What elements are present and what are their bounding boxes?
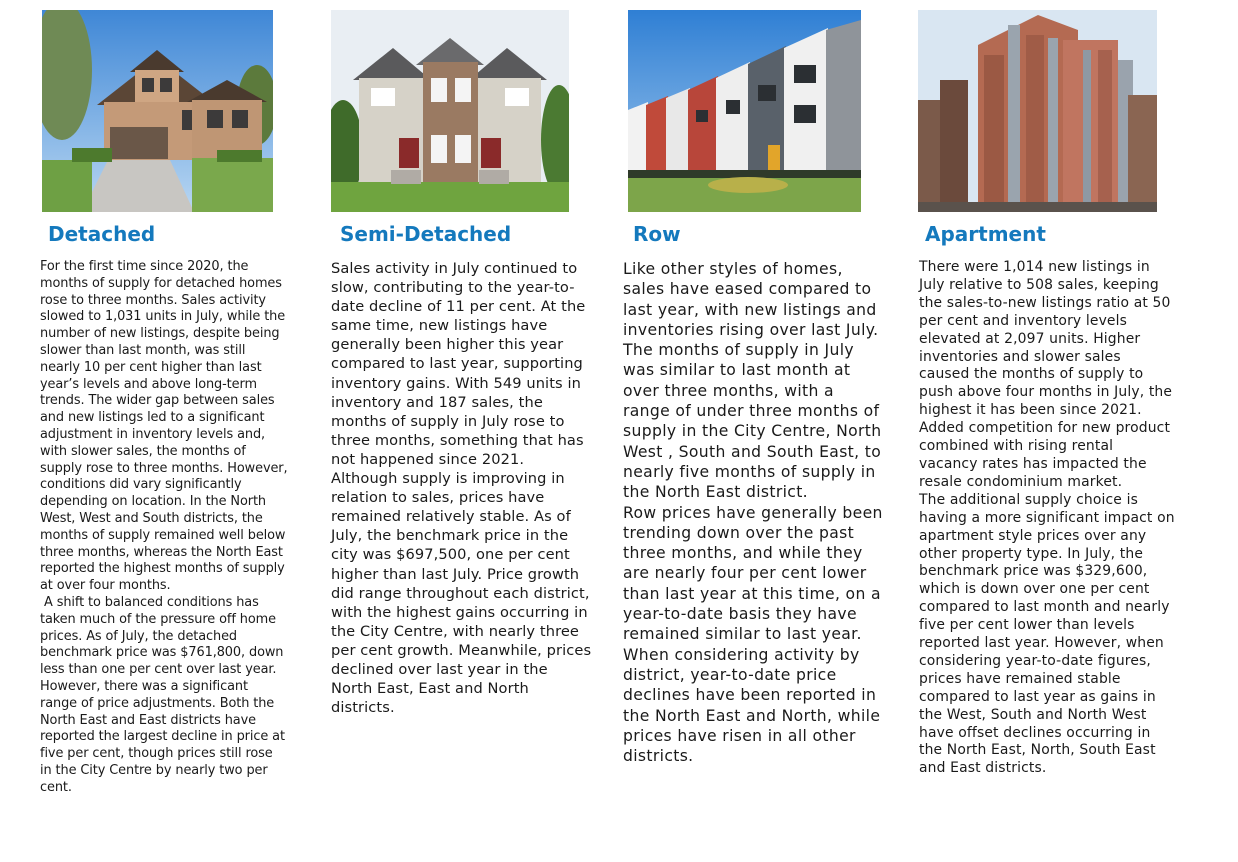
detached-body-text: [40, 259, 288, 797]
detached-paragraph-1: For the first time since 2020, the months of supply for detached homes rose to three months. Sales activity slowed to 1,031 units in July, while the number of new listings, despite being slower than last month, was still nearly 10 per cent higher than last year’s levels and above long-term trends. The wider gap between sales and new listings led to a significant adjustment in inventory levels and, with slower sales, the months of supply rose to three months. However, conditions did vary significantly depending on location. In the North West, West and South districts, the months of supply remained well below three months, whereas the North East reported the highest months of supply at over four months.: [40, 259, 288, 594]
semi-detached-body-text: [331, 259, 593, 717]
row-body-text: [623, 259, 885, 766]
apartment-tower-photo: [918, 10, 1157, 212]
row-paragraph-1: Like other styles of homes, sales have eased compared to last year, with new listings and inventories rising over last July. The months of supply in July was similar to last month at over three months, with a range of under three months of supply in the City Centre, North West , South and South East, to nearly five months of supply in the North East district.: [623, 260, 882, 502]
row-heading: Row: [633, 222, 681, 246]
detached-paragraph-2: A shift to balanced conditions has taken much of the pressure off home prices. As of July, the detached benchmark price was $761,800, down less than one per cent over last year. However, there was a significant range of price adjustments. Both the North East and East districts have reported the largest decline in price at five per cent, though prices still rose in the City Centre by nearly two per cent.: [40, 594, 289, 795]
row-paragraph-2: Row prices have generally been trending down over the past three months, and while they are nearly four per cent lower than last year at this time, on a year-to-date basis they have remained similar to last year. When considering activity by district, year-to-date price declines have been reported in the North East and North, while prices have risen in all other districts.: [623, 503, 883, 766]
apartment-body-text: [919, 259, 1175, 778]
semi-detached-house-photo: [331, 10, 569, 212]
apartment-paragraph-2: The additional supply choice is having a more significant impact on apartment style prices over any other property type. In July, the benchmark price was $329,600, which is down over one per cent compared to last month and nearly five per cent lower than levels reported last year. However, when considering year-to-date figures, prices have remained stable compared to last year as gains in the West, South and North West have offset declines occurring in the North East, North, South East and East districts.: [919, 491, 1175, 777]
detached-heading: Detached: [48, 222, 156, 246]
semi-detached-paragraph-1: Sales activity in July continued to slow, contributing to the year-to-date decline of 11 per cent. At the same time, new listings have generally been higher this year compared to last year, supporting inventory gains. With 549 units in inventory and 187 sales, the months of supply in July rose to three months, something that has not happened since 2021.: [331, 260, 586, 468]
semi-detached-paragraph-2: Although supply is improving in relation to sales, prices have remained relatively stable. As of July, the benchmark price in the city was $697,500, one per cent higher than last July. Price growth did range throughout each district, with the highest gains occurring in the City Centre, with nearly three per cent growth. Meanwhile, prices declined over last year in the North East, East and North districts.: [331, 470, 592, 717]
row-house-photo: [628, 10, 861, 212]
apartment-paragraph-1: There were 1,014 new listings in July relative to 508 sales, keeping the sales-to-new listings ratio at 50 per cent and inventory levels elevated at 2,097 units. Higher inventories and slower sales caused the months of supply to push above four months in July, the highest it has been since 2021. Added competition for new product combined with rising rental vacancy rates has impacted the resale condominium market.: [919, 259, 1173, 490]
semi-detached-heading: Semi-Detached: [340, 222, 512, 246]
detached-house-photo: [42, 10, 273, 212]
apartment-heading: Apartment: [925, 222, 1046, 246]
